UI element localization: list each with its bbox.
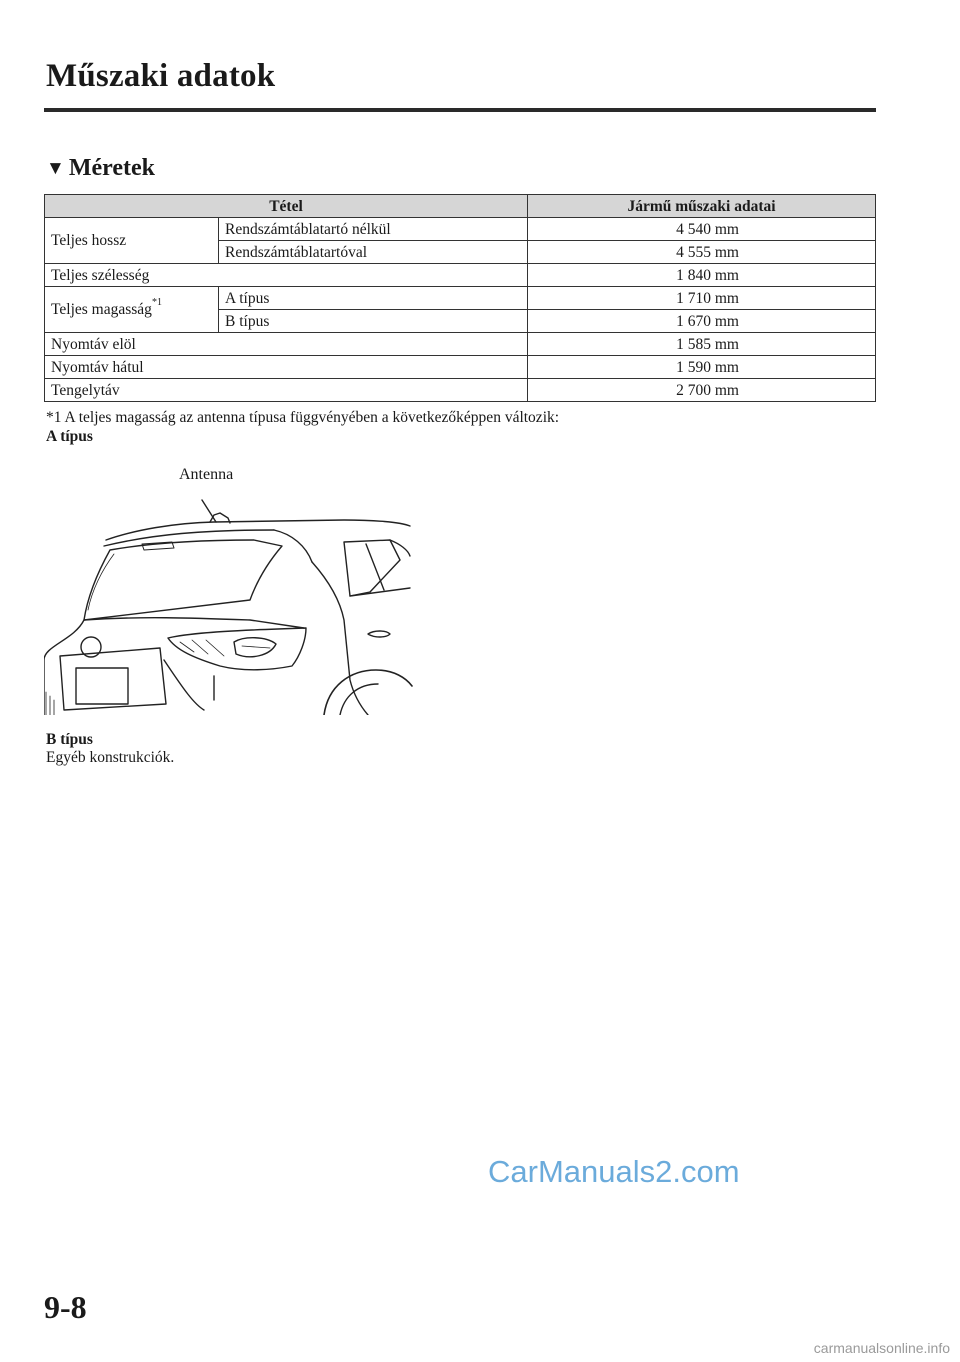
tail-light bbox=[168, 628, 306, 670]
footnote-marker: *1 bbox=[151, 296, 162, 308]
row-value: 1 840 mm bbox=[528, 264, 876, 287]
rear-window bbox=[84, 540, 282, 620]
door-handle bbox=[368, 631, 390, 637]
footnote-text: *1 A teljes magasság az antenna típusa függvényében a következőképpen változik: bbox=[46, 409, 560, 426]
side-window bbox=[344, 540, 400, 596]
table-row bbox=[45, 287, 876, 310]
table-row bbox=[45, 379, 876, 402]
watermark: CarManuals2.com bbox=[488, 1154, 740, 1189]
section-title-text: Méretek bbox=[68, 155, 155, 181]
row-sublabel: B típus bbox=[219, 310, 528, 333]
antenna-label: Antenna bbox=[179, 466, 234, 483]
row-label: Nyomtáv elöl bbox=[45, 333, 528, 356]
header-item: Tétel bbox=[45, 195, 528, 218]
page-number: 9-8 bbox=[44, 1289, 87, 1325]
table-row bbox=[45, 356, 876, 379]
footer-site-link[interactable]: carmanualsonline.info bbox=[813, 1340, 950, 1356]
leader-line bbox=[202, 500, 216, 522]
chapter-title: Műszaki adatok bbox=[46, 58, 276, 94]
dimensions-table bbox=[44, 194, 876, 402]
license-plate bbox=[76, 668, 128, 704]
car-rear-illustration bbox=[44, 460, 414, 715]
row-value: 4 540 mm bbox=[528, 218, 876, 241]
chapter-rule bbox=[44, 108, 876, 112]
row-sublabel: Rendszámtáblatartóval bbox=[219, 241, 528, 264]
type-b-text: Egyéb konstrukciók. bbox=[46, 749, 175, 766]
section-title bbox=[46, 155, 155, 182]
wheel-arch bbox=[324, 670, 412, 715]
triangle-down-icon: ▼ bbox=[46, 158, 65, 179]
row-value: 2 700 mm bbox=[528, 379, 876, 402]
type-b-heading: B típus bbox=[46, 731, 93, 748]
row-value: 1 585 mm bbox=[528, 333, 876, 356]
footnote bbox=[46, 408, 559, 446]
row-label: Nyomtáv hátul bbox=[45, 356, 528, 379]
table-row bbox=[45, 264, 876, 287]
type-a-heading: A típus bbox=[46, 428, 93, 445]
height-label-text: Teljes magasság bbox=[51, 301, 152, 318]
header-spec: Jármű műszaki adatai bbox=[528, 195, 876, 218]
row-label: Teljes szélesség bbox=[45, 264, 528, 287]
row-label: Tengelytáv bbox=[45, 379, 528, 402]
table-header-row bbox=[45, 195, 876, 218]
row-label bbox=[45, 287, 219, 333]
row-value: 1 710 mm bbox=[528, 287, 876, 310]
row-value: 1 670 mm bbox=[528, 310, 876, 333]
table-row bbox=[45, 218, 876, 241]
type-b-block bbox=[46, 731, 174, 767]
row-value: 1 590 mm bbox=[528, 356, 876, 379]
row-sublabel: A típus bbox=[219, 287, 528, 310]
row-label: Teljes hossz bbox=[45, 218, 219, 264]
row-value: 4 555 mm bbox=[528, 241, 876, 264]
row-sublabel: Rendszámtáblatartó nélkül bbox=[219, 218, 528, 241]
table-row bbox=[45, 333, 876, 356]
